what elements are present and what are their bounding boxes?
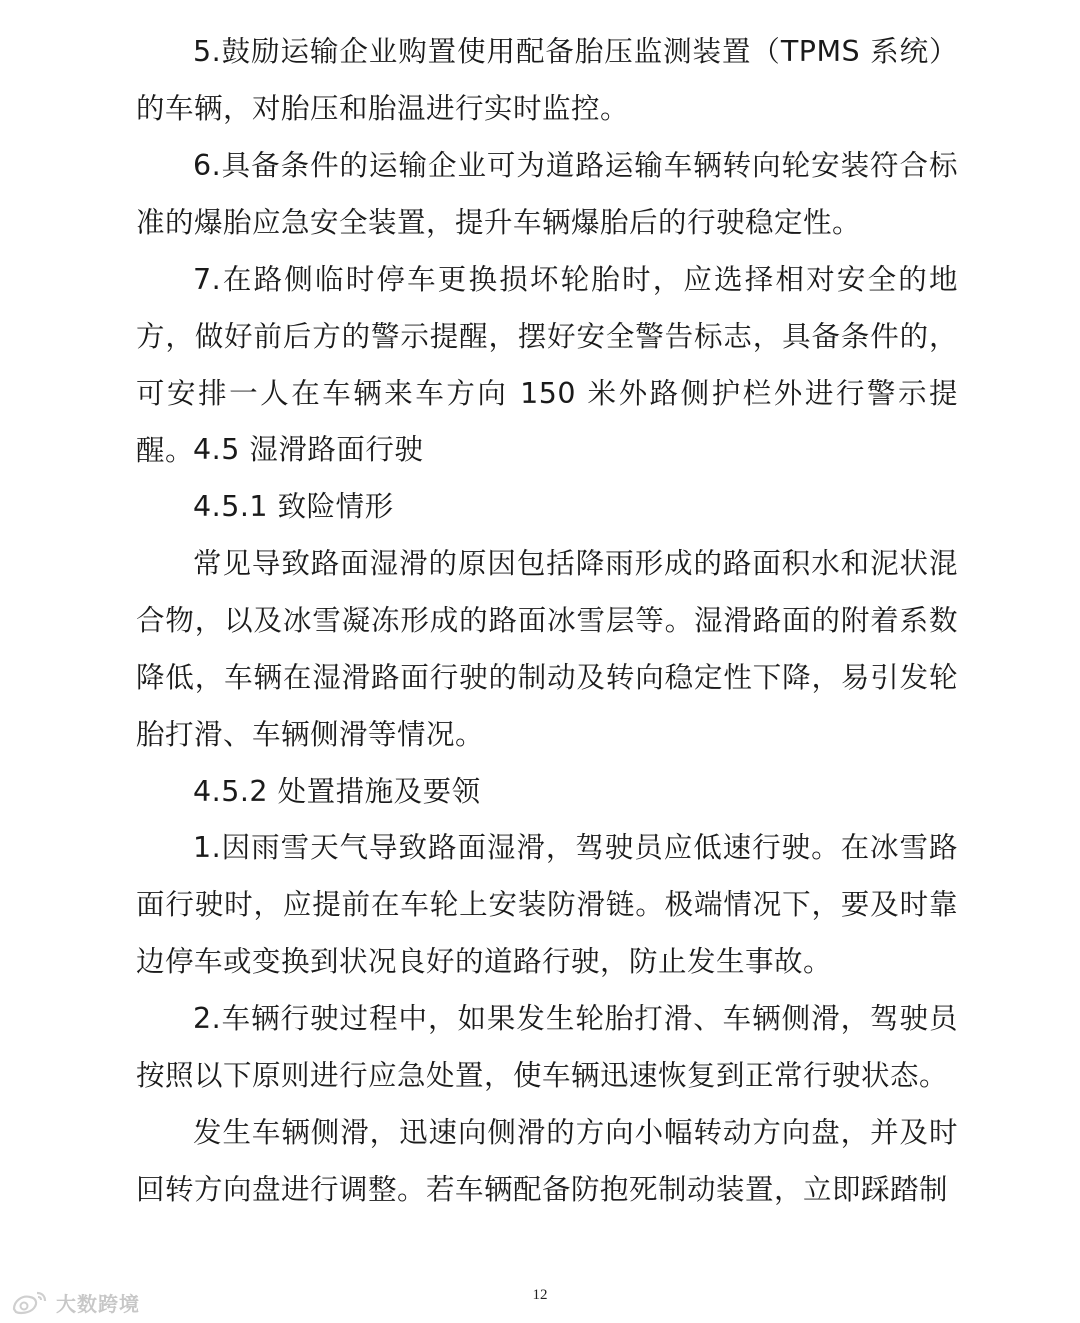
weibo-logo-icon [8, 1287, 50, 1317]
paragraph-measure-2: 2.车辆行驶过程中，如果发生轮胎打滑、车辆侧滑，驾驶员按照以下原则进行应急处置，使车辆迅速恢复到正常行驶状态。 [136, 1002, 958, 1092]
watermark-text: 大数跨境 [56, 1291, 140, 1316]
paragraph-risk-situation: 常见导致路面湿滑的原因包括降雨形成的路面积水和泥状混合物，以及冰雪凝冻形成的路面冰雪层等。湿滑路面的附着系数降低，车辆在湿滑路面行驶的制动及转向稳定性下降，易引发轮胎打滑、车辆侧滑等情况。 [136, 547, 958, 751]
paragraph-measure-1: 1.因雨雪天气导致路面湿滑，驾驶员应低速行驶。在冰雪路面行驶时，应提前在车轮上安装防滑链。极端情况下，要及时靠边停车或变换到状况良好的道路行驶，防止发生事故。 [136, 831, 958, 978]
watermark [8, 1284, 140, 1320]
paragraph-tpms: 5.鼓励运输企业购置使用配备胎压监测装置（TPMS 系统）的车辆，对胎压和胎温进行实时监控。 [136, 35, 958, 125]
section-heading: 4.5 湿滑路面行驶 [193, 433, 424, 466]
subsection-heading-1: 4.5.1 致险情形 [193, 490, 394, 523]
paragraph-roadside-tire-change: 7.在路侧临时停车更换损坏轮胎时，应选择相对安全的地方，做好前后方的警示提醒，摆好安全警告标志，具备条件的，可安排一人在车辆来车方向 150 米外路侧护栏外进行警示提醒。 [136, 263, 958, 467]
paragraph-burst-device: 6.具备条件的运输企业可为道路运输车辆转向轮安装符合标准的爆胎应急安全装置，提升车辆爆胎后的行驶稳定性。 [136, 149, 958, 239]
subsection-heading-2: 4.5.2 处置措施及要领 [193, 775, 481, 808]
page-number: 12 [532, 1287, 548, 1303]
paragraph-skid-response: 发生车辆侧滑，迅速向侧滑的方向小幅转动方向盘，并及时回转方向盘进行调整。若车辆配备防抱死制动装置，立即踩踏制 [136, 1116, 958, 1206]
